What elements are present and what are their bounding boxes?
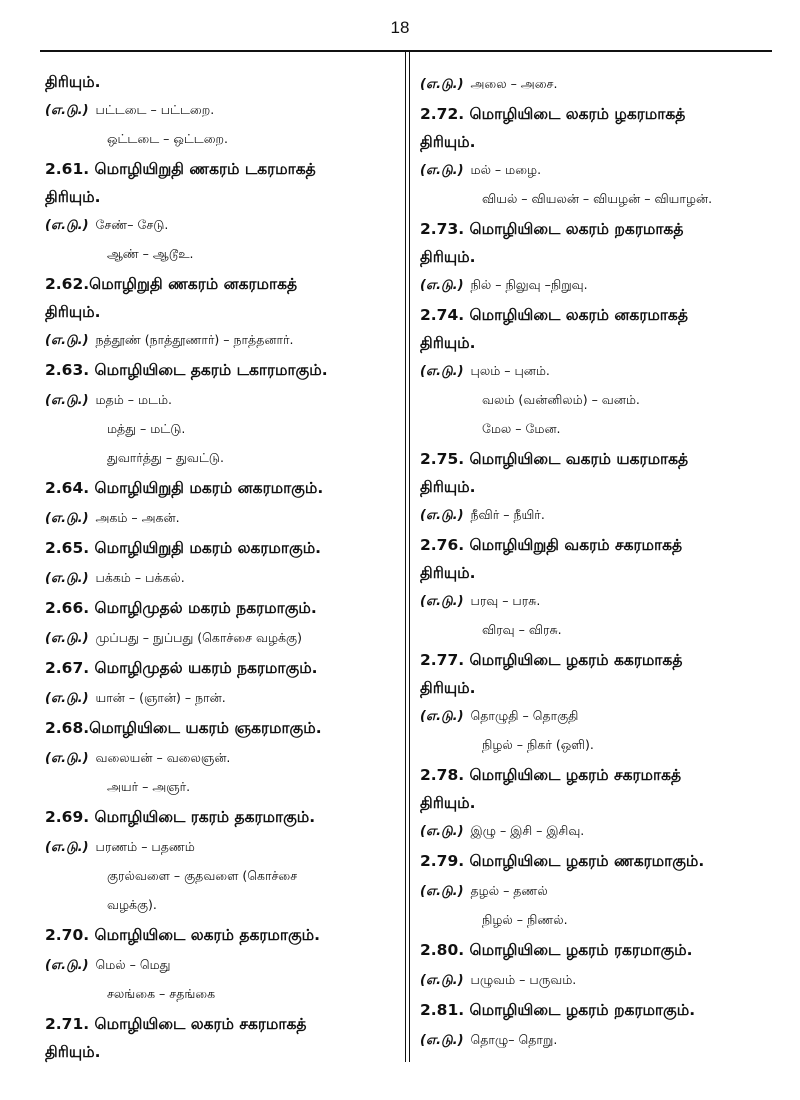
line-text: 2.79. மொழியிடை ழகரம் ணகரமாகும். — [420, 851, 705, 870]
example-prefix: (எ.டு.) — [420, 972, 464, 988]
rule-heading — [420, 995, 775, 1026]
line-text: வழக்கு). — [107, 897, 157, 912]
example-line — [45, 386, 400, 415]
rule-heading — [420, 846, 775, 877]
example-prefix: (எ.டு.) — [45, 750, 89, 766]
line-text: 2.70. மொழியிடை லகரம் தகரமாகும். — [45, 925, 321, 944]
example-prefix: (எ.டு.) — [45, 957, 89, 973]
line-text: 2.67. மொழிமுதல் யகரம் நகரமாகும். — [45, 658, 318, 677]
example-line — [420, 357, 775, 386]
example-continuation — [420, 185, 775, 214]
line-text: 2.80. மொழியிடை ழகரம் ரகரமாகும். — [420, 940, 693, 959]
line-text: புலம் – புனம். — [470, 363, 550, 378]
example-prefix: (எ.டு.) — [45, 630, 89, 646]
heading-continuation — [420, 245, 775, 271]
line-text: திரியும். — [420, 133, 476, 151]
rule-heading — [45, 154, 400, 185]
example-continuation — [420, 616, 775, 645]
heading-continuation — [45, 1040, 400, 1066]
heading-continuation — [420, 791, 775, 817]
rule-heading — [420, 99, 775, 130]
example-line — [420, 587, 775, 616]
line-text: சலங்கை – சதங்கை — [107, 986, 216, 1001]
line-text: திரியும். — [420, 248, 476, 266]
line-text: நிழல் – நிகர் (ஒளி). — [482, 737, 594, 752]
example-line — [420, 1026, 775, 1055]
example-line — [45, 211, 400, 240]
example-continuation — [45, 444, 400, 473]
heading-continuation — [420, 561, 775, 587]
rule-heading — [45, 473, 400, 504]
rule-heading — [45, 802, 400, 833]
line-text: திரியும். — [420, 564, 476, 582]
line-text: மத்து – மட்டு. — [107, 421, 186, 436]
example-continuation — [420, 906, 775, 935]
column-divider — [405, 50, 406, 1062]
line-text: 2.73. மொழியிடை லகரம் றகரமாகத் — [420, 219, 684, 238]
line-text: 2.63. மொழியிடை தகரம் டகாரமாகும். — [45, 360, 328, 379]
line-text: 2.61. மொழியிறுதி ணகரம் டகரமாகத் — [45, 159, 316, 178]
line-text: திரியும். — [45, 1043, 101, 1061]
line-text: திரியும். — [420, 334, 476, 352]
rule-heading — [45, 593, 400, 624]
line-text: 2.77. மொழியிடை ழகரம் ககரமாகத் — [420, 650, 683, 669]
line-text: 2.68.மொழியிடை யகரம் ஞகரமாகும். — [45, 718, 322, 737]
line-text: 2.81. மொழியிடை ழகரம் றகரமாகும். — [420, 1000, 696, 1019]
example-prefix: (எ.டு.) — [420, 277, 464, 293]
rule-heading — [45, 653, 400, 684]
rule-heading — [45, 269, 400, 300]
line-text: அகம் – அகன். — [95, 510, 180, 525]
heading-continuation — [420, 331, 775, 357]
example-line — [420, 966, 775, 995]
example-prefix: (எ.டு.) — [45, 217, 89, 233]
line-text: திரியும். — [420, 679, 476, 697]
example-prefix: (எ.டு.) — [45, 570, 89, 586]
heading-continuation — [45, 70, 400, 96]
example-prefix: (எ.டு.) — [420, 162, 464, 178]
line-text: அயர் – அஞர். — [107, 779, 191, 794]
rule-heading — [45, 920, 400, 951]
example-line — [420, 271, 775, 300]
example-continuation — [420, 731, 775, 760]
heading-continuation — [420, 676, 775, 702]
line-text: நில் – நிலுவு –நிறுவு. — [470, 277, 588, 292]
line-text: வலம் (வன்னிலம்) – வனம். — [482, 392, 640, 407]
example-continuation — [45, 891, 400, 920]
example-line — [45, 624, 400, 653]
line-text: நீவிர் – நீயிர். — [470, 507, 545, 522]
left-column — [45, 70, 400, 1066]
example-line — [45, 504, 400, 533]
line-text: நத்தூண் (நாத்தூணார்) – நாத்தனார். — [95, 332, 294, 347]
line-text: வலையன் – வலைஞன். — [95, 750, 231, 765]
line-text: 2.72. மொழியிடை லகரம் ழகரமாகத் — [420, 104, 686, 123]
line-text: திரியும். — [45, 303, 101, 321]
line-text: 2.62.மொழிறுதி ணகரம் னகரமாகத் — [45, 274, 298, 293]
line-text: துவார்த்து – துவட்டு. — [107, 450, 224, 465]
example-line — [420, 156, 775, 185]
example-line — [45, 326, 400, 355]
example-line — [45, 951, 400, 980]
example-prefix: (எ.டு.) — [420, 708, 464, 724]
example-continuation — [45, 980, 400, 1009]
rule-heading — [420, 214, 775, 245]
line-text: 2.64. மொழியிறுதி மகரம் னகரமாகும். — [45, 478, 324, 497]
example-line — [45, 564, 400, 593]
line-text: தொழு– தொறு. — [470, 1032, 558, 1047]
line-text: திரியும். — [420, 478, 476, 496]
example-prefix: (எ.டு.) — [420, 1032, 464, 1048]
example-line — [45, 96, 400, 125]
line-text: மல் – மழை. — [470, 162, 542, 177]
line-text: திரியும். — [45, 188, 101, 206]
example-prefix: (எ.டு.) — [420, 593, 464, 609]
line-text: யான் – (ஞான்) – நான். — [95, 690, 226, 705]
header-rule — [40, 50, 772, 52]
rule-heading — [45, 713, 400, 744]
line-text: தொழுதி – தொகுதி — [470, 708, 579, 723]
line-text: குரல்வளை – குதவளை (கொச்சை — [107, 868, 298, 883]
rule-heading — [45, 533, 400, 564]
line-text: பழுவம் – பருவம். — [470, 972, 577, 987]
example-line — [420, 817, 775, 846]
line-text: 2.76. மொழியிறுதி வகரம் சகரமாகத் — [420, 535, 683, 554]
example-line — [45, 833, 400, 862]
example-line — [45, 744, 400, 773]
rule-heading — [45, 355, 400, 386]
page-number: 18 — [390, 18, 410, 37]
line-text: மேல – மேன. — [482, 421, 561, 436]
example-continuation — [45, 125, 400, 154]
example-prefix: (எ.டு.) — [45, 690, 89, 706]
example-line — [45, 684, 400, 713]
example-prefix: (எ.டு.) — [45, 392, 89, 408]
line-text: வியல் – வியலன் – வியழன் – வியாழன். — [482, 191, 713, 206]
heading-continuation — [420, 475, 775, 501]
line-text: இழு – இசி – இசிவு. — [470, 823, 585, 838]
example-continuation — [45, 415, 400, 444]
example-continuation — [45, 240, 400, 269]
example-continuation — [420, 415, 775, 444]
line-text: திரியும். — [420, 794, 476, 812]
rule-heading — [420, 530, 775, 561]
example-continuation — [420, 386, 775, 415]
rule-heading — [420, 645, 775, 676]
example-prefix: (எ.டு.) — [45, 839, 89, 855]
heading-continuation — [45, 300, 400, 326]
rule-heading — [45, 1009, 400, 1040]
line-text: பரவு – பரசு. — [470, 593, 541, 608]
heading-continuation — [45, 185, 400, 211]
line-text: ஒட்டடை – ஒட்டறை. — [107, 131, 229, 146]
rule-heading — [420, 444, 775, 475]
line-text: 2.74. மொழியிடை லகரம் னகரமாகத் — [420, 305, 688, 324]
line-text: பரணம் – பதணம் — [95, 839, 195, 854]
line-text: மெல் – மெது — [95, 957, 171, 972]
line-text: நிழல் – நிணல். — [482, 912, 568, 927]
line-text: சேண்– சேடு. — [95, 217, 169, 232]
example-continuation — [45, 862, 400, 891]
example-prefix: (எ.டு.) — [420, 76, 464, 92]
line-text: பட்டடை – பட்டறை. — [95, 102, 215, 117]
example-prefix: (எ.டு.) — [420, 823, 464, 839]
line-text: தழல் – தணல் — [470, 883, 548, 898]
rule-heading — [420, 760, 775, 791]
line-text: 2.71. மொழியிடை லகரம் சகரமாகத் — [45, 1014, 307, 1033]
heading-continuation — [420, 130, 775, 156]
line-text: 2.65. மொழியிறுதி மகரம் லகரமாகும். — [45, 538, 322, 557]
example-prefix: (எ.டு.) — [45, 102, 89, 118]
line-text: 2.66. மொழிமுதல் மகரம் நகரமாகும். — [45, 598, 317, 617]
rule-heading — [420, 300, 775, 331]
line-text: மதம் – மடம். — [95, 392, 173, 407]
line-text: 2.75. மொழியிடை வகரம் யகரமாகத் — [420, 449, 689, 468]
example-line — [420, 702, 775, 731]
example-continuation — [45, 773, 400, 802]
example-line — [420, 877, 775, 906]
line-text: முப்பது – நுப்பது (கொச்சை வழக்கு) — [95, 630, 302, 645]
line-text: 2.69. மொழியிடை ரகரம் தகரமாகும். — [45, 807, 316, 826]
example-prefix: (எ.டு.) — [45, 332, 89, 348]
column-divider-inner — [409, 50, 410, 1062]
example-line — [420, 501, 775, 530]
right-column — [420, 70, 775, 1055]
example-prefix: (எ.டு.) — [420, 363, 464, 379]
line-text: அலை – அசை. — [470, 76, 558, 91]
line-text: திரியும். — [45, 73, 101, 91]
rule-heading — [420, 935, 775, 966]
example-line — [420, 70, 775, 99]
example-prefix: (எ.டு.) — [420, 883, 464, 899]
line-text: ஆண் – ஆடூஉ. — [107, 246, 194, 261]
line-text: 2.78. மொழியிடை ழகரம் சகரமாகத் — [420, 765, 682, 784]
line-text: விரவு – விரசு. — [482, 622, 562, 637]
line-text: பக்கம் – பக்கல். — [95, 570, 185, 585]
example-prefix: (எ.டு.) — [45, 510, 89, 526]
example-prefix: (எ.டு.) — [420, 507, 464, 523]
